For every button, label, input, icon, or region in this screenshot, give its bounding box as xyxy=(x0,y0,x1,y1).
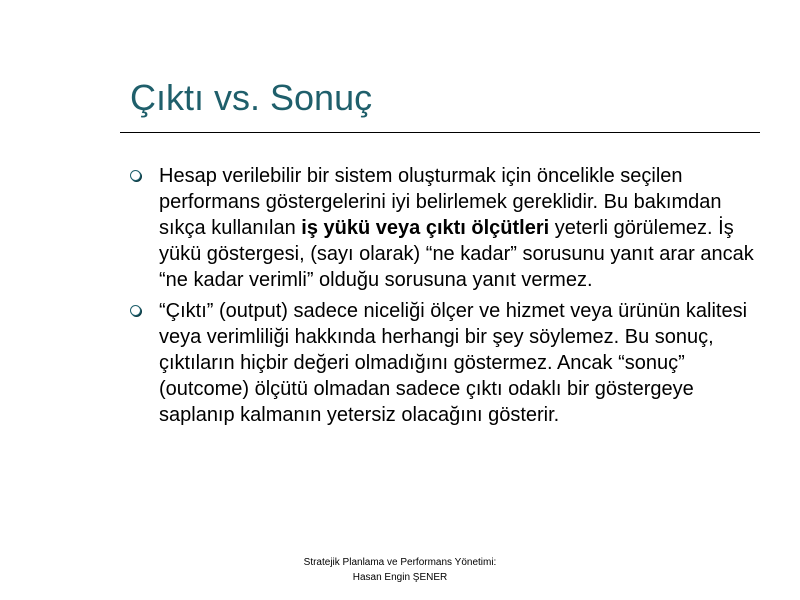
slide-title: Çıktı vs. Sonuç xyxy=(130,77,373,118)
bullet-text xyxy=(159,298,758,428)
footer-line-2: Hasan Engin ŞENER xyxy=(352,572,448,583)
bullet-text-bold: iş yükü veya çıktı ölçütleri xyxy=(301,217,550,239)
bullet-item xyxy=(128,163,758,293)
bullet-text-part: yeterli görülemez. İş yükü göstergesi, (sayı olarak) “ne kadar” sorusunu yanıt arar ancak “ne kadar verimli” olduğu sorusuna yanıt vermez. xyxy=(159,217,754,291)
bullet-list xyxy=(128,163,758,433)
bullet-item xyxy=(128,298,758,428)
slide-footer xyxy=(200,555,600,585)
bullet-circle-icon xyxy=(130,305,141,316)
bullet-text-part: “Çıktı” (output) sadece niceliği ölçer ve hizmet veya ürünün kalitesi veya verimliliği hakkında herhangi bir şey söylemez. Bu sonuç, çıktıların hiçbir değeri olmadığını göstermez. Ancak “sonuç” (outcome) ölçütü olmadan sadece çıktı odaklı bir göstergeye saplanıp kalmanın yetersiz olacağını gösterir. xyxy=(159,300,748,426)
bullet-text xyxy=(159,163,758,293)
title-divider xyxy=(120,132,760,133)
bullet-text-part: Hesap verilebilir bir sistem oluşturmak için öncelikle seçilen performans göstergelerini iyi belirlemek gereklidir. Bu bakımdan sıkça kullanılan xyxy=(159,165,722,239)
bullet-circle-icon xyxy=(130,170,141,181)
footer-line-1: Stratejik Planlama ve Performans Yönetimi: xyxy=(303,557,497,568)
